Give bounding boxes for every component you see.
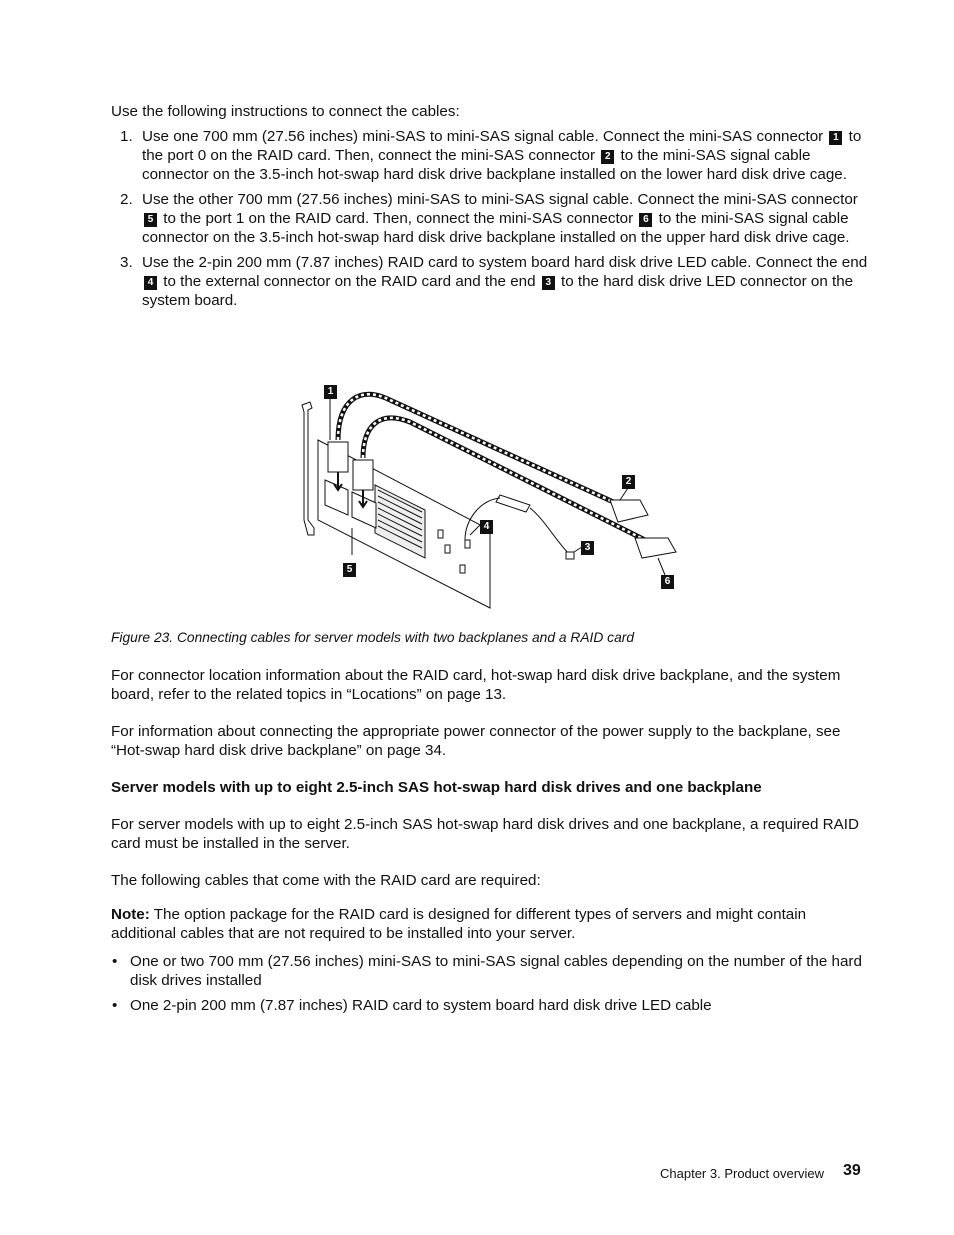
intro-text: Use the following instructions to connect the cables: xyxy=(111,103,460,120)
figure-caption: Figure 23. Connecting cables for server models with two backplanes and a RAID card xyxy=(111,630,635,645)
callout-2: 2 xyxy=(622,475,635,489)
step-2: 2. Use the other 700 mm (27.56 inches) mini-SAS to mini-SAS signal cable. Connect the mini-SAS connector 5 to the port 1 on the RAID card. Then, connect the mini-SAS connector 6 to the mini-SAS signal cable connector on the 3.5-inch hot-swap hard disk drive backplane installed on the upper hard disk drive cage. xyxy=(120,191,858,246)
callout-badge: 2 xyxy=(601,150,614,164)
para-cables: The following cables that come with the RAID card are required: xyxy=(111,872,541,889)
bullet-icon: • xyxy=(112,997,118,1014)
para-power: For information about connecting the appropriate power connector of the power supply to the backplane, see “Hot-swap hard disk drive backplane” on page 34. xyxy=(111,723,841,759)
note xyxy=(111,905,871,943)
callout-badge: 5 xyxy=(144,213,157,227)
list-item: • One 2-pin 200 mm (7.87 inches) RAID card to system board hard disk drive LED cable xyxy=(112,997,712,1014)
page-number: 39 xyxy=(843,1162,861,1179)
callout-3: 3 xyxy=(581,541,594,555)
raid-cable-figure xyxy=(290,380,690,610)
para-required: For server models with up to eight 2.5-inch SAS hot-swap hard disk drives and one backplane, a required RAID card must be installed in the server. xyxy=(111,816,859,852)
callout-4: 4 xyxy=(480,520,493,534)
list-item: • One or two 700 mm (27.56 inches) mini-SAS to mini-SAS signal cables depending on the number of the hard disk drives installed xyxy=(112,953,862,989)
step-number: 3. xyxy=(120,254,133,271)
step-number: 2. xyxy=(120,191,133,208)
note-label: Note: xyxy=(111,906,150,923)
step-3: 3. Use the 2-pin 200 mm (7.87 inches) RAID card to system board hard disk drive LED cable. Connect the end 4 to the external connector on the RAID card and the end 3 to the hard disk drive LED connector on the system board. xyxy=(120,254,868,309)
callout-badge: 4 xyxy=(144,276,157,290)
steps-list xyxy=(111,127,871,316)
callout-5: 5 xyxy=(343,563,356,577)
callout-badge: 1 xyxy=(829,131,842,145)
callout-badge: 6 xyxy=(639,213,652,227)
footer-chapter: Chapter 3. Product overview xyxy=(660,1166,825,1181)
section-heading: Server models with up to eight 2.5-inch SAS hot-swap hard disk drives and one backplane xyxy=(111,779,762,796)
callout-6: 6 xyxy=(661,575,674,589)
para-locations: For connector location information about the RAID card, hot-swap hard disk drive backplane, and the system board, refer to the related topics in “Locations” on page 13. xyxy=(111,667,841,703)
step-number: 1. xyxy=(120,128,133,145)
callout-badge: 3 xyxy=(542,276,555,290)
step-1: 1. Use one 700 mm (27.56 inches) mini-SAS to mini-SAS signal cable. Connect the mini-SAS connector 1 to the port 0 on the RAID card. Then, connect the mini-SAS connector 2 to the mini-SAS signal cable connector on the 3.5-inch hot-swap hard disk drive backplane installed on the lower hard disk drive cage. xyxy=(120,128,862,183)
bullet-icon: • xyxy=(112,953,118,970)
note-text: The option package for the RAID card is designed for different types of servers and might contain additional cables that are not required to be installed into your server. xyxy=(111,906,807,942)
callout-1: 1 xyxy=(324,385,337,399)
